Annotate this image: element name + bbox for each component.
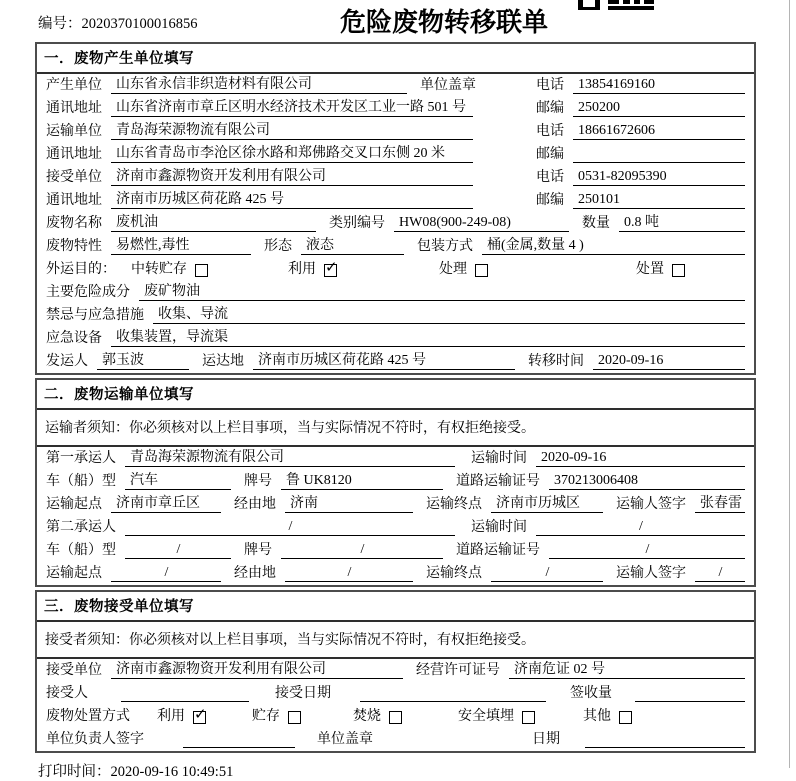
- quantity-label: 数量: [582, 216, 610, 231]
- document-header: [0, 0, 796, 42]
- accept-date-value: [360, 685, 546, 702]
- sign-date-value: [585, 731, 745, 748]
- row-route1: [37, 493, 754, 516]
- receiver-value: 济南市鑫源物资开发利用有限公司: [111, 165, 473, 186]
- purpose-option-dispose-label: 处置: [636, 262, 664, 277]
- checkbox-icon: [195, 264, 208, 277]
- start1-label: 运输起点: [46, 497, 102, 512]
- receiver-phone-value: 0531-82095390: [573, 169, 745, 186]
- purpose-label: 外运目的：: [46, 262, 116, 277]
- purpose-option-dispose: [636, 258, 685, 278]
- disposal-option-storage: [252, 705, 301, 725]
- row-vehicle1: [37, 470, 754, 493]
- carrier1-value: 青岛海荣源物流有限公司: [125, 446, 455, 467]
- serial-label: 编号：: [38, 16, 82, 32]
- row-vehicle2: [37, 539, 754, 562]
- hazard-value: 废矿物油: [139, 280, 745, 301]
- row-transporter-address: [37, 143, 754, 166]
- checkbox-icon: [389, 711, 402, 724]
- sign1-label: 运输人签字: [616, 497, 686, 512]
- row-hazard-component: [37, 281, 754, 304]
- purpose-option-utilize-label: 利用: [288, 262, 316, 277]
- time1-value: 2020-09-16: [536, 450, 745, 467]
- checkbox-icon: [619, 711, 632, 724]
- received-qty-label: 签收量: [570, 686, 612, 701]
- license-label: 经营许可证号: [416, 663, 500, 678]
- purpose-option-treat: [439, 258, 488, 278]
- section3-title: 三．废物接受单位填写: [37, 592, 754, 622]
- road-permit1-value: 370213006408: [549, 473, 745, 490]
- row-producer-address: [37, 97, 754, 120]
- row-producer-unit: [37, 74, 754, 97]
- receiver-address-label: 通讯地址: [46, 193, 102, 208]
- disposal-label: 废物处置方式: [46, 709, 130, 724]
- license-value: 济南危证 02 号: [509, 658, 745, 679]
- transfer-time-label: 转移时间: [528, 354, 584, 369]
- plate2-label: 牌号: [244, 543, 272, 558]
- row-receiver-unit: [37, 166, 754, 189]
- page-title: 危险废物转移联单: [339, 8, 548, 37]
- row-route2: [37, 562, 754, 585]
- disposal-option-other-label: 其他: [583, 709, 611, 724]
- receiver-zip-value: 250101: [573, 192, 745, 209]
- disposal-option-incinerate: [353, 705, 402, 725]
- transporter-notice: 运输者须知：你必须核对以上栏目事项，当与实际情况不符时，有权拒绝接受。: [37, 410, 754, 447]
- section2-title: 二．废物运输单位填写: [37, 380, 754, 410]
- row-transporter-unit: [37, 120, 754, 143]
- via1-value: 济南: [285, 492, 413, 513]
- producer-address-value: 山东省济南市章丘区明水经济技术开发区工业一路 501 号: [111, 96, 473, 117]
- checkbox-icon: [475, 264, 488, 277]
- end2-label: 运输终点: [426, 566, 482, 581]
- consignor-value: 郭玉波: [97, 349, 189, 370]
- receiver-zip-label: 邮编: [536, 193, 564, 208]
- waste-property-label: 废物特性: [46, 239, 102, 254]
- receiver-label: 接受单位: [46, 170, 102, 185]
- purpose-option-storage: [131, 258, 208, 278]
- time2-label: 运输时间: [471, 520, 527, 535]
- transfer-time-value: 2020-09-16: [593, 353, 745, 370]
- plate1-value: 鲁 UK8120: [281, 469, 443, 490]
- serial-value: 2020370100016856: [81, 16, 198, 32]
- row-acceptor: [37, 682, 754, 705]
- responsible-sign-label: 单位负责人签字: [46, 732, 144, 747]
- producer-address-label: 通讯地址: [46, 101, 102, 116]
- disposal-option-utilize-label: 利用: [157, 709, 185, 724]
- end2-value: /: [491, 565, 603, 582]
- print-time: 打印时间：2020-09-16 10:49:51: [38, 764, 234, 780]
- end1-value: 济南市历城区: [491, 492, 603, 513]
- row-taboo-measures: [37, 304, 754, 327]
- qr-code-fragment: [578, 0, 654, 10]
- equipment-label: 应急设备: [46, 331, 102, 346]
- section1-title: 一．废物产生单位填写: [37, 44, 754, 74]
- disposal-option-incinerate-label: 焚烧: [353, 709, 381, 724]
- end1-label: 运输终点: [426, 497, 482, 512]
- vehicle2-value: /: [125, 542, 231, 559]
- disposal-option-other: [583, 705, 632, 725]
- vehicle1-value: 汽车: [125, 469, 231, 490]
- checkbox-checked-icon: ✓: [194, 705, 207, 723]
- time1-label: 运输时间: [471, 451, 527, 466]
- checkbox-icon: [522, 711, 535, 724]
- road-permit1-label: 道路运输证号: [456, 474, 540, 489]
- packing-value: 桶(金属,数量 4 ): [482, 234, 745, 255]
- transporter-value: 青岛海荣源物流有限公司: [111, 119, 473, 140]
- sign1-value: 张春雷: [695, 492, 745, 513]
- page-edge-line: [789, 0, 790, 768]
- via1-label: 经由地: [234, 497, 276, 512]
- row-consignor: [37, 350, 754, 373]
- receiver-notice: 接受者须知：你必须核对以上栏目事项，当与实际情况不符时，有权拒绝接受。: [37, 622, 754, 659]
- consignor-label: 发运人: [46, 354, 88, 369]
- quantity-value: 0.8 吨: [619, 211, 745, 232]
- transporter-zip-value: [573, 146, 745, 163]
- start2-value: /: [111, 565, 221, 582]
- unit-seal-label: 单位盖章: [420, 78, 476, 93]
- row-disposal-method: [37, 705, 754, 728]
- purpose-option-utilize: [288, 258, 337, 278]
- plate1-label: 牌号: [244, 474, 272, 489]
- row-waste-property: [37, 235, 754, 258]
- section-transporter: [35, 378, 756, 587]
- producer-zip-label: 邮编: [536, 101, 564, 116]
- form-value: 液态: [301, 234, 404, 255]
- carrier2-value: /: [125, 519, 455, 536]
- producer-label: 产生单位: [46, 78, 102, 93]
- transporter-address-label: 通讯地址: [46, 147, 102, 162]
- start1-value: 济南市章丘区: [111, 492, 221, 513]
- sign2-label: 运输人签字: [616, 566, 686, 581]
- row-accept-unit: [37, 659, 754, 682]
- purpose-option-storage-label: 中转贮存: [131, 262, 187, 277]
- transporter-address-value: 山东省青岛市李沧区徐水路和郑佛路交叉口东侧 20 米: [111, 142, 473, 163]
- receiver-phone-label: 电话: [536, 170, 564, 185]
- carrier2-label: 第二承运人: [46, 520, 116, 535]
- category-label: 类别编号: [329, 216, 385, 231]
- transporter-label: 运输单位: [46, 124, 102, 139]
- vehicle2-label: 车（船）型: [46, 543, 116, 558]
- disposal-option-landfill: [458, 705, 535, 725]
- start2-label: 运输起点: [46, 566, 102, 581]
- accept-unit-label: 接受单位: [46, 663, 102, 678]
- taboo-value: 收集、导流: [153, 303, 745, 324]
- sign2-value: /: [695, 565, 745, 582]
- vehicle1-label: 车（船）型: [46, 474, 116, 489]
- destination-label: 运达地: [202, 354, 244, 369]
- row-transfer-purpose: [37, 258, 754, 281]
- via2-label: 经由地: [234, 566, 276, 581]
- unit-seal-label-2: 单位盖章: [317, 732, 373, 747]
- checkbox-icon: [672, 264, 685, 277]
- sign-date-label: 日期: [532, 732, 560, 747]
- disposal-option-storage-label: 贮存: [252, 709, 280, 724]
- section-receiver: [35, 590, 756, 753]
- producer-zip-value: 250200: [573, 100, 745, 117]
- taboo-label: 禁忌与应急措施: [46, 308, 144, 323]
- hazard-label: 主要危险成分: [46, 285, 130, 300]
- received-qty-value: [635, 685, 745, 702]
- receiver-address-value: 济南市历城区荷花路 425 号: [111, 188, 473, 209]
- disposal-option-utilize: [157, 705, 206, 725]
- row-emergency-equipment: [37, 327, 754, 350]
- checkbox-checked-icon: ✓: [325, 258, 338, 276]
- waste-name-label: 废物名称: [46, 216, 102, 231]
- transporter-zip-label: 邮编: [536, 147, 564, 162]
- row-first-carrier: [37, 447, 754, 470]
- responsible-sign-value: [183, 731, 295, 748]
- acceptor-label: 接受人: [46, 686, 88, 701]
- waste-name-value: 废机油: [111, 211, 316, 232]
- checkbox-icon: [288, 711, 301, 724]
- form-label: 形态: [264, 239, 292, 254]
- time2-value: /: [536, 519, 745, 536]
- road-permit2-value: /: [549, 542, 745, 559]
- producer-value: 山东省永信非织造材料有限公司: [111, 73, 407, 94]
- packing-label: 包装方式: [417, 239, 473, 254]
- waste-property-value: 易燃性,毒性: [111, 234, 251, 255]
- producer-phone-value: 13854169160: [573, 77, 745, 94]
- disposal-option-landfill-label: 安全填埋: [458, 709, 514, 724]
- carrier1-label: 第一承运人: [46, 451, 116, 466]
- destination-value: 济南市历城区荷花路 425 号: [253, 349, 515, 370]
- road-permit2-label: 道路运输证号: [456, 543, 540, 558]
- row-second-carrier: [37, 516, 754, 539]
- via2-value: /: [285, 565, 413, 582]
- acceptor-value: [121, 685, 249, 702]
- category-value: HW08(900-249-08): [394, 215, 569, 232]
- transporter-phone-value: 18661672606: [573, 123, 745, 140]
- equipment-value: 收集装置，导流渠: [111, 326, 745, 347]
- section-producer: [35, 42, 756, 375]
- row-waste-name: [37, 212, 754, 235]
- producer-phone-label: 电话: [536, 78, 564, 93]
- row-receiver-address: [37, 189, 754, 212]
- transporter-phone-label: 电话: [536, 124, 564, 139]
- plate2-value: /: [281, 542, 443, 559]
- accept-date-label: 接受日期: [275, 686, 331, 701]
- row-responsible-sign: [37, 728, 754, 751]
- purpose-option-treat-label: 处理: [439, 262, 467, 277]
- accept-unit-value: 济南市鑫源物资开发利用有限公司: [111, 658, 403, 679]
